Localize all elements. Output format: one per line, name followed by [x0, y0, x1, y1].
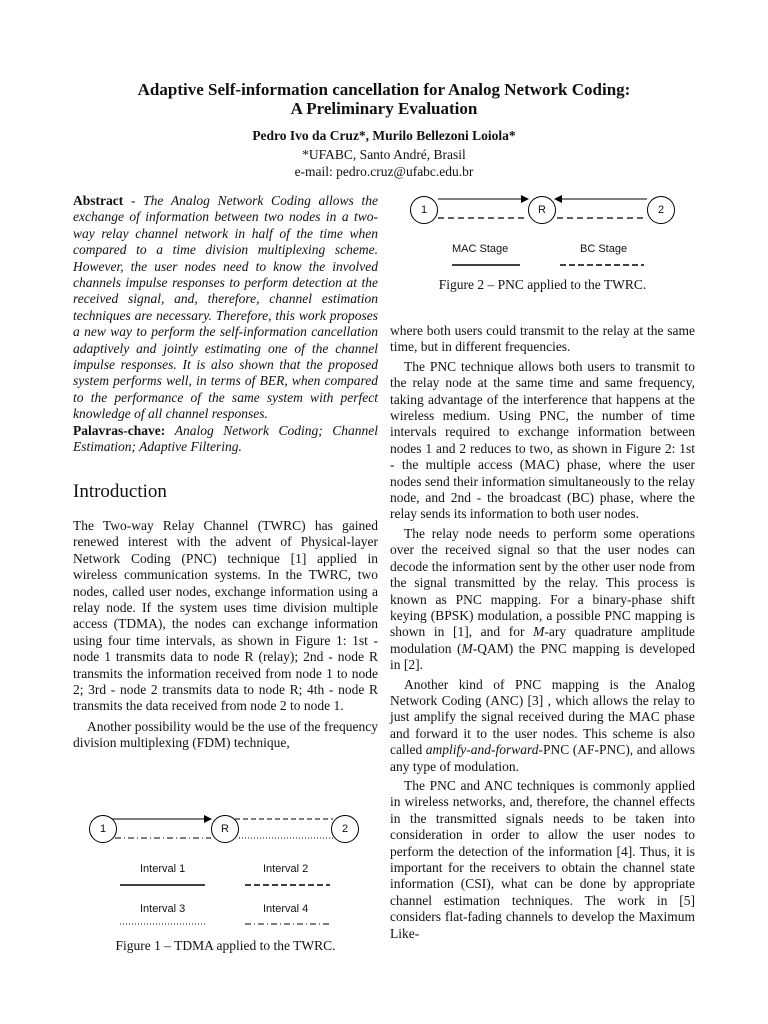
- right-column: [390, 323, 695, 942]
- fig1-interval-1: Interval 1: [140, 863, 186, 875]
- fig1-node-r: R: [211, 815, 239, 843]
- figure-2-caption: Figure 2 – PNC applied to the TWRC.: [438, 277, 647, 292]
- fig2-node-r: R: [528, 196, 556, 224]
- fig2-mac-stage: MAC Stage: [452, 243, 509, 255]
- paper-title: [60, 80, 708, 118]
- fig1-interval-2: Interval 2: [263, 863, 309, 875]
- fig1-node-2: 2: [331, 815, 359, 843]
- right-paragraph-5: The PNC and ANC techniques is commonly applied in wireless networks, and, therefore, the channel effects in the transmitted signals needs to be taken into consideration in order to allow the user nodes to perform the detection of the information [4]. Thus, it is important for the receivers to obtain the channel state information (CSI), what can be done by appropriate channel estimation techniques. The work in [5] considers flat-fading channels to develop the Maximum Like-: [390, 777, 695, 941]
- keywords-label: Palavras-chave: [73, 422, 161, 438]
- section-heading-introduction: Introduction: [73, 480, 167, 502]
- title-line-2: A Preliminary Evaluation: [290, 99, 478, 118]
- fig1-interval-3: Interval 3: [140, 903, 186, 915]
- intro-paragraph-2: Another possibility would be the use of the frequency division multiplexing (FDM) technique,: [73, 718, 378, 751]
- fig1-node-1: 1: [89, 815, 117, 843]
- left-column: [73, 193, 378, 752]
- right-paragraph-2: The PNC technique allows both users to transmit to the relay node at the same time and same frequency, taking advantage of the interference that happens at the wireless medium. Using PNC, the number of time intervals required to exchange information between nodes 1 and 2 reduces to two, as shown in Figure 2: 1st - the multiple access (MAC) phase, where the user nodes send their information simultaneously to the relay node, and 2nd - the broadcast (BC) phase, where the relay sends its information to both user nodes.: [390, 358, 695, 522]
- right-paragraph-3: The relay node needs to perform some operations over the received signal so that the user nodes can decode the information sent by the other user node from the signal transmitted by the relay. This process is known as PNC mapping. For a binary-phase shift keying (BPSK) modulation, a possible PNC mapping is shown in [1], and for M-ary quadrature amplitude modulation (M-QAM) the PNC mapping is developed in [2].: [390, 525, 695, 673]
- abstract-label: Abstract: [73, 193, 124, 208]
- figure-1-caption: Figure 1 – TDMA applied to the TWRC.: [115, 938, 336, 953]
- fig1-interval-4: Interval 4: [263, 903, 309, 915]
- affiliation: *UFABC, Santo André, Brasil: [302, 147, 466, 162]
- fig2-node-1: 1: [410, 196, 438, 224]
- figure-2: [402, 193, 692, 273]
- fig2-node-2: 2: [647, 196, 675, 224]
- right-paragraph-4: Another kind of PNC mapping is the Analog Network Coding (ANC) [3] , which allows the relay to just amplify the signal received during the MAC phase and forward it to the user nodes. This scheme is also called amplify-and-forward-PNC (AF-PNC), and allows any type of modulation.: [390, 676, 695, 774]
- email: e-mail: pedro.cruz@ufabc.edu.br: [294, 164, 474, 179]
- abstract-sep: -: [123, 193, 144, 208]
- keywords-text: Analog Network Coding; Channel Estimation; Adaptive Filtering.: [73, 422, 379, 455]
- figure-1: [85, 805, 375, 935]
- authors: Pedro Ivo da Cruz*, Murilo Bellezoni Loiola*: [252, 128, 516, 143]
- intro-paragraph-1: The Two-way Relay Channel (TWRC) has gained renewed interest with the advent of Physical-layer Network Coding (PNC) technique [1] applied in wireless communication systems. In the TWRC, two nodes, called user nodes, exchange information using a relay node. If the system uses time division multiple access (TDMA), the nodes can exchange information using four time intervals, as shown in Figure 1: 1st - node 1 transmits data to node R (relay); 2nd - node R transmits the information received from node 1 to node 2; 3rd - node 2 transmits data to node R; 4th - node R transmits the data received from node 2 to node 1.: [73, 517, 378, 714]
- abstract: [73, 193, 378, 423]
- fig2-bc-stage: BC Stage: [580, 243, 628, 255]
- right-paragraph-1: where both users could transmit to the relay at the same time, but in different frequencies.: [390, 323, 695, 355]
- keywords: Palavras-chave: Analog Network Coding; Channel Estimation; Adaptive Filtering.: [73, 422, 379, 455]
- title-line-1: Adaptive Self-information cancellation for Analog Network Coding:: [137, 80, 631, 99]
- abstract-text: The Analog Network Coding allows the exchange of information between two nodes in a two-way relay channel network in half of the time when compared to a time division multiplexing scheme. However, the user nodes need to know the involved channels impulse responses to perform detection at the received signal, and, therefore, channel estimation techniques are necessary. Therefore, this work proposes a new way to perform the self-information cancellation adaptively and jointly estimating one of the channel impulse responses. It is also shown that the proposed system performs well, in terms of BER, when compared to the performance of the same system with perfect knowledge of all channel responses.: [73, 193, 378, 422]
